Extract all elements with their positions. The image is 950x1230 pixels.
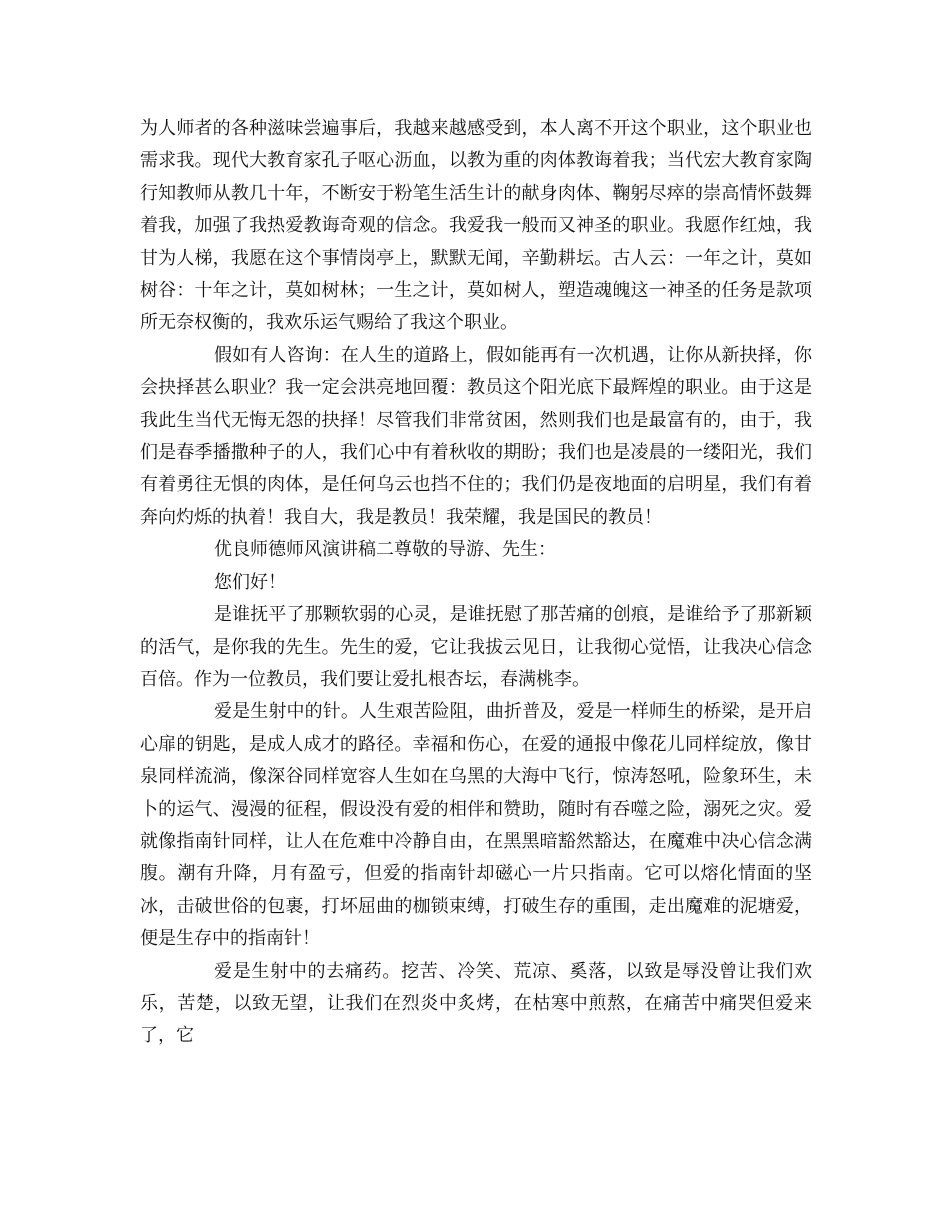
- paragraph-3: 是谁抚平了那颗软弱的心灵，是谁抚慰了那苦痛的创痕，是谁给予了那新颖的活气，是你我的先生。先生的爱，它让我拔云见日，让我彻心觉悟，让我决心信念百倍。作为一位教员，我们要让爱扎根杏坛，春满桃李。: [140, 604, 812, 690]
- greeting: 您们好！: [214, 571, 286, 593]
- document-page: [140, 113, 812, 1053]
- speech-title: 优良师德师风演讲稿二尊敬的导游、先生：: [214, 539, 556, 561]
- paragraph-4: 爱是生射中的针。人生艰苦险阻，曲折普及，爱是一样师生的桥梁，是开启心扉的钥匙，是成人成才的路径。幸福和伤心，在爱的通报中像花儿同样绽放，像甘泉同样流淌，像深谷同样宽容人生如在乌黑的大海中飞行，惊涛怒吼，险象环生，未卜的运气、漫漫的征程，假设没有爱的相伴和赞助，随时有吞噬之险，溺死之灾。爱就像指南针同样，让人在危难中冷静自由，在黑黑暗豁然豁达，在魔难中决心信念满腹。潮有升降，月有盈亏，但爱的指南针却磁心一片只指南。它可以熔化情面的坚冰，击破世俗的包裹，打坏屈曲的枷锁束缚，打破生存的重围，走出魔难的泥塘爱，便是生存中的指南针！: [140, 701, 812, 950]
- paragraph-2: 假如有人咨询：在人生的道路上，假如能再有一次机遇，让你从新抉择，你会抉择甚么职业？我一定会洪亮地回覆：教员这个阳光底下最辉煌的职业。由于这是我此生当代无悔无怨的抉择！尽管我们非常贫困，然则我们也是最富有的，由于，我们是春季播撒种子的人，我们心中有着秋收的期盼；我们也是凌晨的一缕阳光，我们有着勇往无惧的肉体，是任何乌云也挡不住的；我们仍是夜地面的启明星，我们有着奔向灼烁的执着！我自大，我是教员！我荣耀，我是国民的教员！: [140, 344, 812, 528]
- paragraph-1: 为人师者的各种滋味尝遍事后，我越来越感受到，本人离不开这个职业，这个职业也需求我。现代大教育家孔子呕心沥血，以教为重的肉体教诲着我；当代宏大教育家陶行知教师从教几十年，不断安于粉笔生活生计的献身肉体、鞠躬尽瘁的崇高情怀鼓舞着我，加强了我热爱教诲奇观的信念。我爱我一般而又神圣的职业。我愿作红烛，我甘为人梯，我愿在这个事情岗亭上，默默无闻，辛勤耕坛。古人云：一年之计，莫如树谷：十年之计，莫如树林；一生之计，莫如树人，塑造魂魄这一神圣的任务是款项所无奈权衡的，我欢乐运气赐给了我这个职业。: [140, 118, 812, 334]
- paragraph-5: 爱是生射中的去痛药。挖苦、冷笑、荒凉、奚落，以致是辱没曾让我们欢乐，苦楚，以致无望，让我们在烈炎中炙烤，在枯寒中煎熬，在痛苦中痛哭但爱来了，它: [140, 960, 812, 1047]
